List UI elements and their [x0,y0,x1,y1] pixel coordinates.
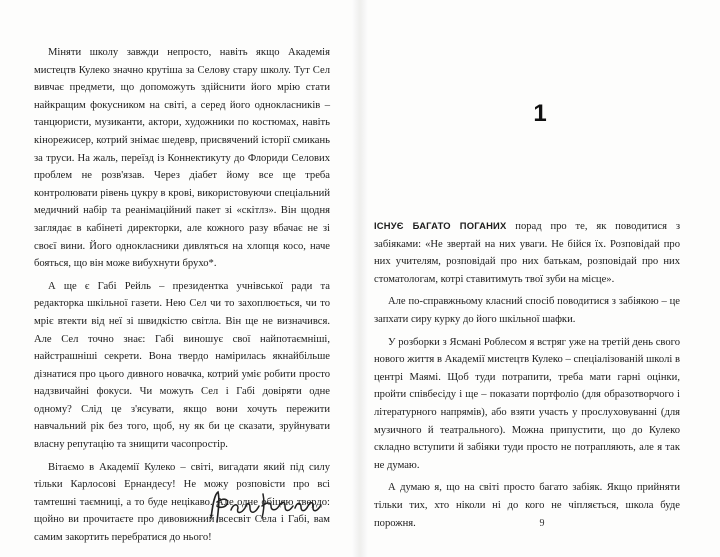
left-paragraph-1: Міняти школу завжди непросто, навіть якщо Академія мистецтв Кулеко значно крутіша за Селову стару школу. Тут Сел вивчає предмети, що допоможуть здійснити його мрію стати найкращим фокусником на світі, а серед його однокласників – танцюристи, музиканти, актори, художники по костюмах, навіть кінорежисер, котрий знімає шедевр, присвячений історії смикань за труси. На жаль, переїзд із Коннектикуту до Флориди Селових проблем не розв'язав. Через діабет йому все ще треба контролювати рівень цукру в крові, використовуючи спеціальний медичний набір та реанімаційний пакет зі «скітлз». Він щодня заглядає в кабінеті директорки, але кожного разу вбачає не зі своєї вини. Його однокласники дивляться на хлопця косо, наче бояться, що він може вибухнути брухо*. [34,47,330,270]
left-paragraph-2: А ще є Габі Рейль – президентка учнівської ради та редакторка шкільної газети. Нею Сел чи то захоплюється, чи то мріє втекти від неї зі швидкістю світла. Він ще не визначився. Але Сел точно знає: Габі виношує свої найпотаємніші, найстрашніші секрети. Вона твердо намірилась якнайбільше дізнатися про цього дивного новачка, котрий уміє робити просто надзвичайні фокуси. Чи можуть Сел і Габі довіряти одне одному? Слід це з'ясувати, якщо вони хочуть пережити навчальний рік без того, щоб, ну як би це сказати, зруйнувати власну репутацію та знищити часопростір. [34,280,330,451]
right-paragraph-4: А думаю я, що на світі просто багато забіяк. Якщо прийняти тільки тих, хто ніколи ні до кого не чіпляється, школа буде порожня. [374,482,680,529]
right-paragraph-1-rest: порад про те, як поводитися з забіяками: «Не звертай на них уваги. Не бійся їх. Розповідай про них учителям, розповідай про них батькам, розповідай про них стоматологам, котрі ставитимуть твої зуби на місце». [374,221,680,285]
page-number: 9 [539,518,545,529]
left-page-text [34,44,330,547]
right-paragraph-1 [374,217,680,288]
right-page [360,0,720,557]
author-signature [205,488,325,528]
left-paragraph-3: Вітаємо в Академії Кулеко – світі, вигадати який під силу тільки Карлосові Ернандесу! Не можу розповісти про всі тамтешні таємниці, а то буде нецікаво. Але одне обіцяю твердо: щойно ви прочитаєте про дивовижний всесвіт Села і Габі, вам самим закортить перебратися до нього! [34,461,330,544]
right-paragraph-2: Але по-справжньому класний спосіб поводитися з забіякою – це запхати сиру курку до його шкільної шафки. [374,296,680,325]
chapter-lead-in: ІСНУЄ БАГАТО ПОГАНИХ [374,220,507,231]
chapter-number: 1 [533,100,547,127]
right-page-text [374,217,680,532]
right-paragraph-3: У розборки з Ясмані Роблесом я встряг уже на третій день свого нового життя в Академії мистецтв Кулеко – спеціалізованій школі в центрі Маямі. Щоб туди потрапити, треба мати гарні оцінки, пройти співбесіду і ще – показати портфоліо (для образотворчого і літературного напрямів), або взяти участь у прослуховуванні (для музичного й театрального). Можна припустити, що до Кулеко складно вступити й забіяки туди просто не потрапляють, але я так не думаю. [374,336,680,471]
